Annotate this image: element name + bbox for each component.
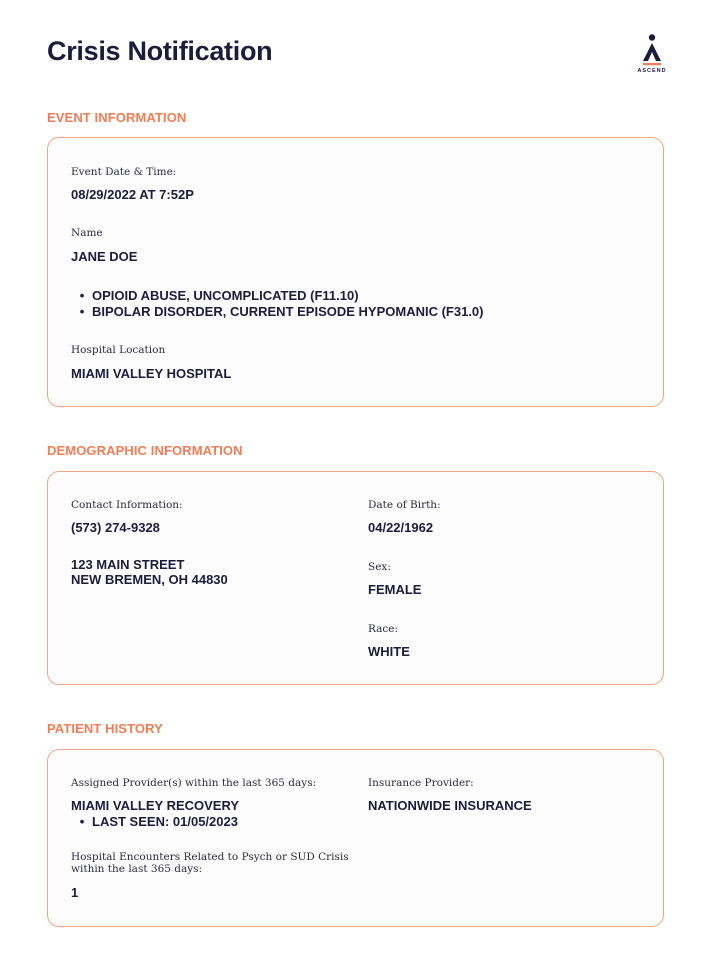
insurance-provider-label: Insurance Provider: [368, 777, 474, 789]
race-value: WHITE [368, 644, 410, 659]
address-line1: 123 MAIN STREET [71, 557, 185, 572]
ascend-logo [632, 33, 672, 79]
phone-value: (573) 274-9328 [71, 520, 160, 535]
page-title: Crisis Notification [47, 36, 273, 66]
dob-label: Date of Birth: [368, 499, 441, 511]
sex-label: Sex: [368, 561, 391, 573]
demographic-section-heading: DEMOGRAPHIC INFORMATION [47, 443, 243, 458]
event-card [47, 137, 664, 407]
diagnosis-item: • BIPOLAR DISORDER, CURRENT EPISODE HYPOMANIC (F31.0) [76, 304, 484, 320]
hospital-location-label: Hospital Location [71, 344, 166, 356]
diagnosis-list [76, 288, 484, 320]
provider-name-value: MIAMI VALLEY RECOVERY [71, 798, 240, 813]
event-section-heading: EVENT INFORMATION [47, 110, 187, 125]
history-section-heading: PATIENT HISTORY [47, 721, 163, 736]
assigned-providers-label: Assigned Provider(s) within the last 365 days: [71, 777, 317, 789]
race-label: Race: [368, 623, 399, 635]
patient-name-value: JANE DOE [71, 249, 138, 264]
patient-name-label: Name [71, 227, 103, 239]
last-seen-item: • LAST SEEN: 01/05/2023 [76, 814, 238, 830]
hospital-location-value: MIAMI VALLEY HOSPITAL [71, 366, 232, 381]
event-datetime-value: 08/29/2022 AT 7:52P [71, 187, 194, 202]
encounters-label-line1: Hospital Encounters Related to Psych or SUD Crisis [71, 851, 349, 863]
insurance-provider-value: NATIONWIDE INSURANCE [368, 798, 532, 813]
ascend-logo-icon [641, 33, 663, 67]
diagnosis-item: • OPIOID ABUSE, UNCOMPLICATED (F11.10) [76, 288, 484, 304]
sex-value: FEMALE [368, 582, 422, 597]
provider-details-list [76, 814, 238, 830]
event-datetime-label: Event Date & Time: [71, 166, 177, 178]
address-line2: NEW BREMEN, OH 44830 [71, 572, 228, 587]
encounters-label-line2: within the last 365 days: [71, 863, 203, 875]
demographic-card [47, 471, 664, 685]
encounters-value: 1 [71, 885, 79, 900]
history-card [47, 749, 664, 927]
logo-text: ASCEND [637, 68, 667, 74]
dob-value: 04/22/1962 [368, 520, 434, 535]
contact-info-label: Contact Information: [71, 499, 183, 511]
